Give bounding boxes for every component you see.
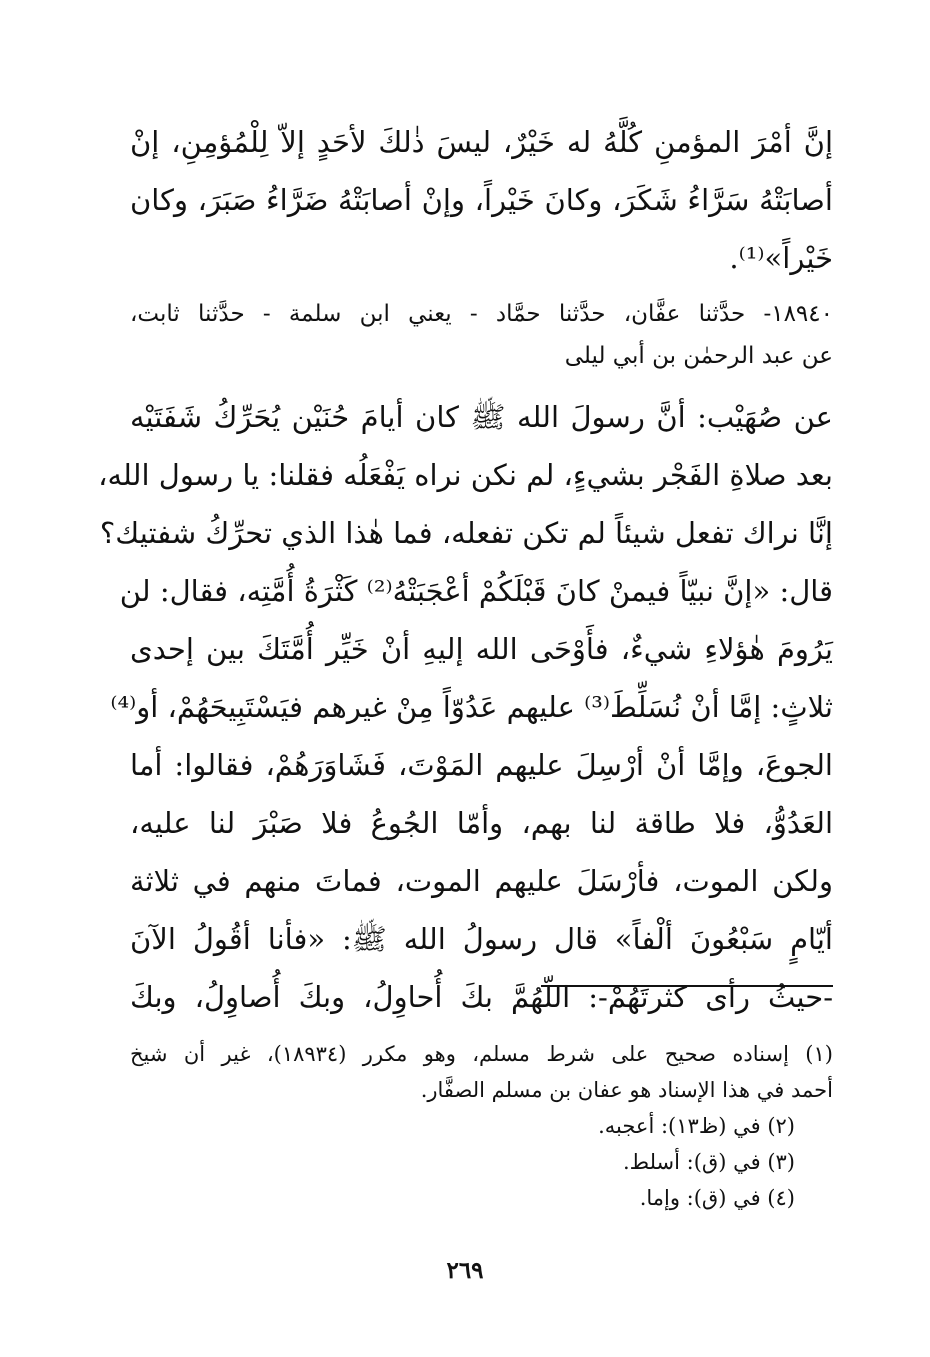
text-line: الجوعَ، وإمَّا أنْ أرْسِلَ عليهم المَوْتَ، فَشَاوَرَهُمْ، فقالوا: أما [130,748,833,782]
text-line: عن عبد الرحمٰن بن أبي ليلى [564,343,833,369]
text-line: ولكن الموت، فأرْسَلَ عليهم الموت، فماتَ منهم في ثلاثة [130,864,833,898]
paragraph-2 [98,388,833,1026]
footnote-1-line: أحمد في هذا الإسناد هو عفان بن مسلم الصفَّار. [420,1078,833,1102]
text-line: أيّامٍ سَبْعُونَ ألْفاً» قال رسولُ الله ﷺ: «فأنا أقُولُ الآنَ [130,922,833,956]
text-line: عن صُهَيْب: أنَّ رسولَ الله ﷺ كان أيامَ حُنَيْن يُحَرِّكُ شَفَتَيْه [130,400,833,434]
text-line: -حيثُ رأى كثرتَهُمْ-: اللّهُمَّ بكَ أُحاوِلُ، وبكَ أُصاوِلُ، وبكَ [130,980,833,1014]
text-line: أصابَتْهُ سَرَّاءُ شَكَرَ، وكانَ خَيْراً، وإنْ أصابَتْهُ ضَرَّاءُ صَبَرَ، وكان [130,183,833,217]
text-line: خَيْراً»⁽¹⁾. [729,241,833,275]
paragraph-1 [130,113,833,287]
footnotes [130,1036,833,1216]
hadith-heading [130,293,833,377]
text-line: قال: «إنَّ نبيّاً فيمنْ كانَ قَبْلَكُمْ أعْجَبَتْهُ⁽²⁾ كَثْرَةُ أُمَّتِه، فقال: لن [119,574,833,608]
text-line: يَرُومَ هٰؤلاءِ شيءٌ، فأَوْحَى الله إليهِ أنْ خَيِّر أُمَّتَكَ بين إحدى [130,632,833,666]
text-line: ١٨٩٤٠- حدَّثنا عفَّان، حدَّثنا حمَّاد - يعني ابن سلمة - حدَّثنا ثابت، [130,301,833,327]
footnote-separator [541,985,833,987]
text-line: إنَّ أمْرَ المؤمنِ كُلَّهُ له خَيْرٌ، ليسَ ذٰلكَ لأحَدٍ إلاّ لِلْمُؤمِنِ، إنْ [130,125,833,159]
footnote-4: (٤) في (ق): وإما. [639,1186,795,1210]
text-line: العَدُوُّ، فلا طاقة لنا بهم، وأمّا الجُوعُ فلا صَبْرَ لنا عليه، [130,806,833,840]
footnote-1-line: (١) إسناده صحيح على شرط مسلم، وهو مكرر (١٨٩٣٤)، غير أن شيخ [130,1042,833,1066]
text-line: بعد صلاةِ الفَجْر بشيءٍ، لم نكن نراه يَفْعَلُه فقلنا: يا رسول الله، [98,458,833,492]
text-line: إنَّا نراك تفعل شيئاً لم تكن تفعله، فما هٰذا الذي تحرِّكُ شفتيك؟ [99,516,833,550]
footnote-2: (٢) في (ظ١٣): أعجبه. [598,1114,795,1138]
page-number: ٢٦٩ [446,1257,484,1284]
footnote-3: (٣) في (ق): أسلط. [623,1150,795,1174]
text-line: ثلاثٍ: إمَّا أنْ نُسَلِّطَ⁽³⁾ عليهم عَدُوّاً مِنْ غيرهم فيَسْتَبِيحَهُمْ، أو⁽⁴⁾ [110,690,833,724]
